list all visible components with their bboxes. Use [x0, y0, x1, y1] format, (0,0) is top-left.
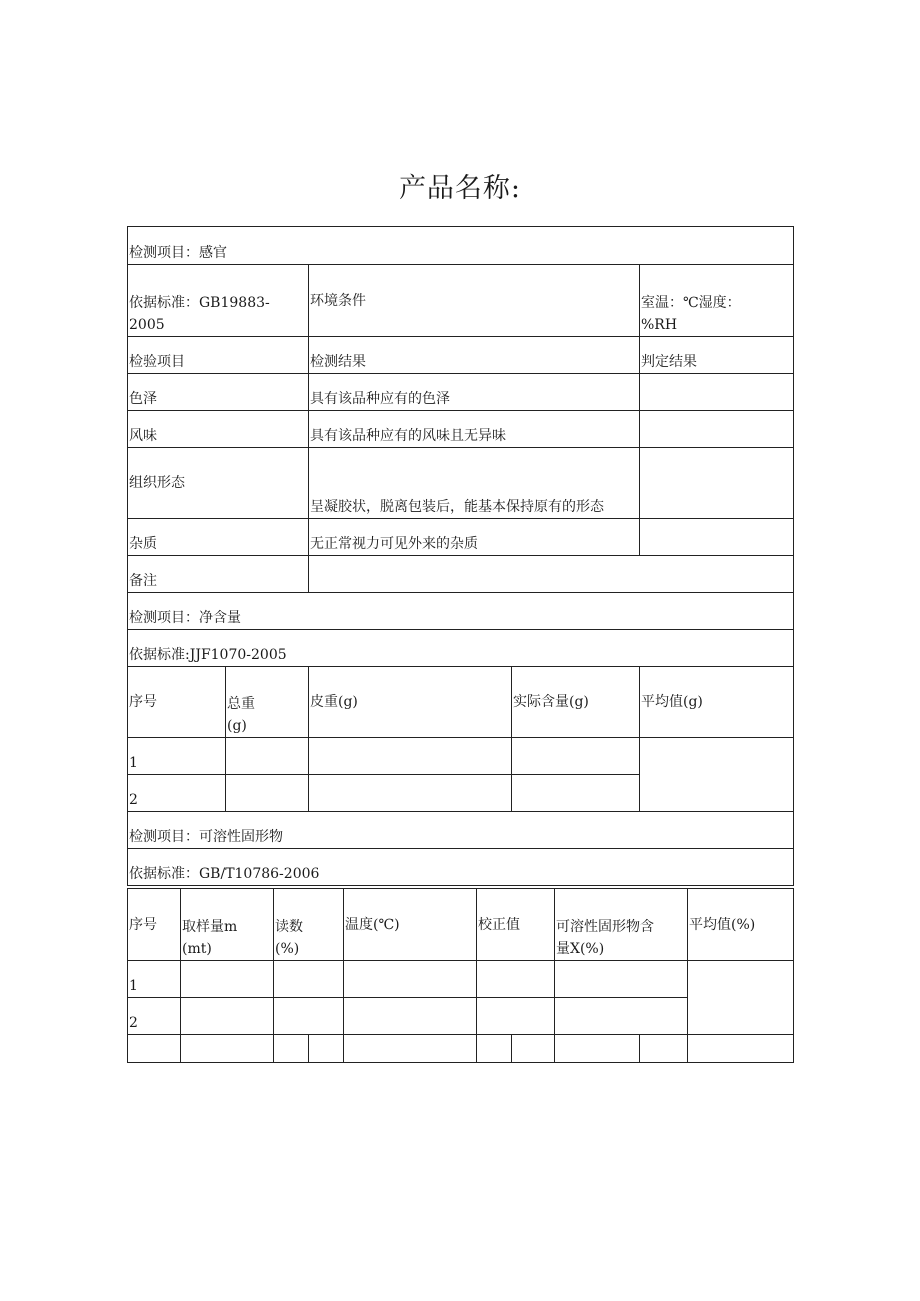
soluble-header-content [555, 889, 688, 961]
table-row [128, 448, 794, 519]
sensory-result: 具有该品种应有的色泽 [309, 374, 640, 411]
soluble-header-reading-line1: 读数 [275, 919, 303, 935]
sensory-item: 组织形态 [128, 448, 309, 519]
remark-label: 备注 [128, 556, 309, 593]
soluble-standard: 依据标准：GB/T10786-2006 [128, 849, 794, 886]
table-row [128, 738, 794, 775]
blank-cell [274, 1035, 309, 1063]
soluble-reading-cell [274, 961, 344, 998]
soluble-header-content-line2: 量X(%) [556, 941, 605, 957]
table-row [128, 961, 794, 998]
blank-cell [181, 1035, 274, 1063]
net-header-gross [226, 667, 309, 738]
net-standard: 依据标准:JJF1070-2005 [128, 630, 794, 667]
soluble-row-seq: 1 [128, 961, 181, 998]
blank-cell [309, 1035, 344, 1063]
soluble-correction-cell [477, 961, 555, 998]
soluble-section-header: 检测项目：可溶性固形物 [128, 812, 794, 849]
product-name-title: 产品名称: [398, 173, 522, 204]
inspection-table-sensory-net [127, 226, 794, 886]
net-row-seq: 2 [128, 775, 226, 812]
blank-cell [344, 1035, 477, 1063]
net-header-gross-line1: 总重 [227, 696, 255, 712]
net-section-header: 检测项目：净含量 [128, 593, 794, 630]
sensory-standard-line1: 依据标准：GB19883- [129, 295, 270, 311]
net-tare-cell [309, 738, 512, 775]
net-header-gross-line2: (g) [227, 718, 247, 734]
soluble-header-seq: 序号 [128, 889, 181, 961]
sensory-result: 无正常视力可见外来的杂质 [309, 519, 640, 556]
soluble-header-sample [181, 889, 274, 961]
net-actual-cell [512, 738, 640, 775]
soluble-header-avg: 平均值(%) [688, 889, 794, 961]
net-actual-cell [512, 775, 640, 812]
soluble-content-cell [555, 998, 688, 1035]
soluble-header-sample-line2: (mt) [182, 941, 212, 957]
soluble-header-content-line1: 可溶性固形物含 [556, 919, 654, 935]
sensory-item: 杂质 [128, 519, 309, 556]
blank-cell [688, 1035, 794, 1063]
soluble-header-reading-line2: (%) [275, 941, 300, 957]
header-test-result: 检测结果 [309, 337, 640, 374]
soluble-header-reading [274, 889, 344, 961]
net-gross-cell [226, 738, 309, 775]
environment-value-cell [640, 265, 794, 337]
net-gross-cell [226, 775, 309, 812]
sensory-judge [640, 448, 794, 519]
table-row [128, 519, 794, 556]
soluble-sample-cell [181, 998, 274, 1035]
sensory-item: 色泽 [128, 374, 309, 411]
soluble-header-temp: 温度(℃) [344, 889, 477, 961]
environment-value-line1: 室温：℃湿度： [641, 295, 741, 311]
sensory-section-header: 检测项目：感官 [128, 227, 794, 265]
soluble-temp-cell [344, 961, 477, 998]
soluble-avg-cell [688, 961, 794, 1035]
soluble-correction-cell [477, 998, 555, 1035]
soluble-row-seq: 2 [128, 998, 181, 1035]
blank-cell [128, 1035, 181, 1063]
soluble-content-cell [555, 961, 688, 998]
soluble-reading-cell [274, 998, 344, 1035]
environment-value-line2: %RH [641, 317, 678, 333]
blank-cell [512, 1035, 555, 1063]
soluble-header-correction: 校正值 [477, 889, 555, 961]
net-header-avg: 平均值(g) [640, 667, 794, 738]
net-row-seq: 1 [128, 738, 226, 775]
blank-cell [477, 1035, 512, 1063]
header-inspection-item: 检验项目 [128, 337, 309, 374]
sensory-standard-cell [128, 265, 309, 337]
soluble-header-sample-line1: 取样量m [182, 919, 238, 935]
sensory-judge [640, 411, 794, 448]
sensory-judge [640, 374, 794, 411]
soluble-sample-cell [181, 961, 274, 998]
sensory-standard-line2: 2005 [129, 317, 165, 333]
table-row [128, 411, 794, 448]
table-row [128, 374, 794, 411]
net-header-seq: 序号 [128, 667, 226, 738]
net-avg-cell [640, 738, 794, 812]
blank-cell [555, 1035, 640, 1063]
environment-label-cell: 环境条件 [309, 265, 640, 337]
net-header-tare: 皮重(g) [309, 667, 512, 738]
sensory-item: 风味 [128, 411, 309, 448]
sensory-judge [640, 519, 794, 556]
net-tare-cell [309, 775, 512, 812]
blank-cell [640, 1035, 688, 1063]
net-header-actual: 实际含量(g) [512, 667, 640, 738]
soluble-temp-cell [344, 998, 477, 1035]
sensory-result: 具有该品种应有的风味且无异味 [309, 411, 640, 448]
sensory-result: 呈凝胶状，脱离包装后，能基本保持原有的形态 [309, 448, 640, 519]
table-row [128, 1035, 794, 1063]
remark-value [309, 556, 794, 593]
inspection-table-soluble [127, 888, 794, 1063]
header-judgement: 判定结果 [640, 337, 794, 374]
